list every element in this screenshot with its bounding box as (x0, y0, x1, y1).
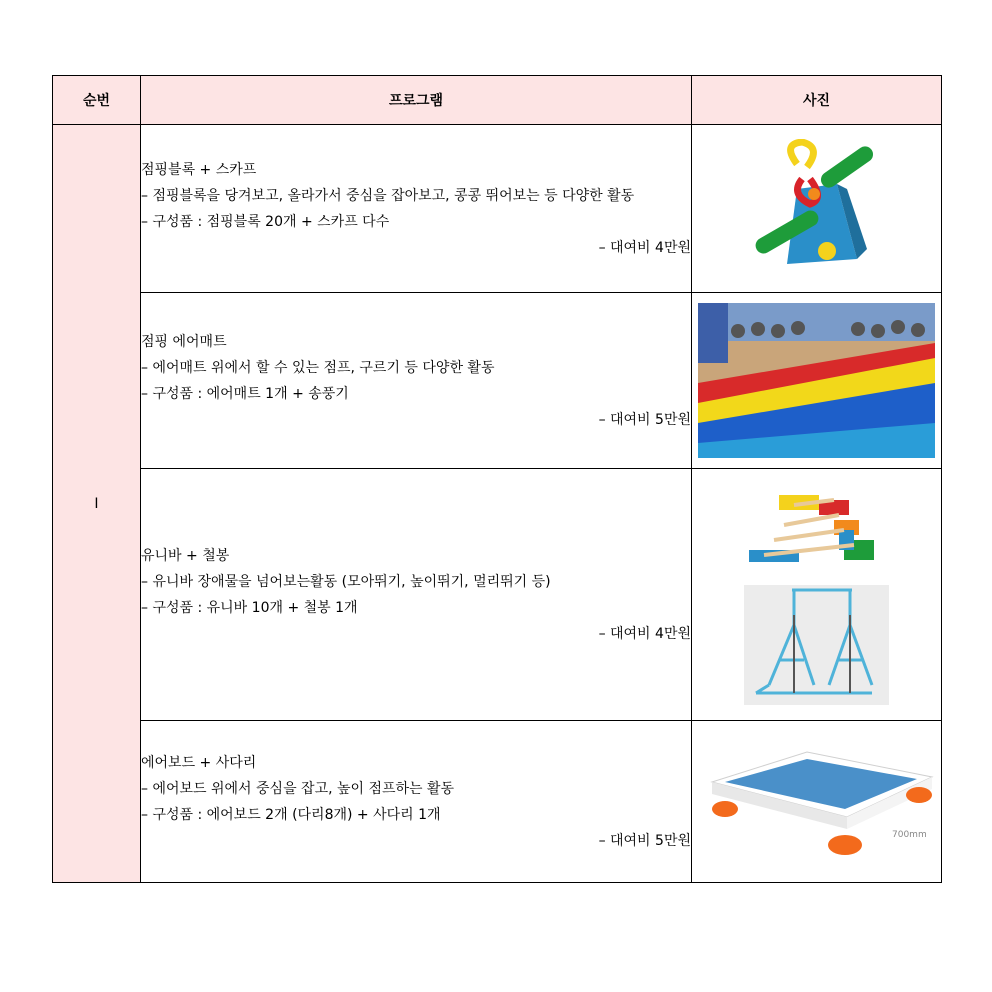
program-desc: – 에어매트 위에서 할 수 있는 점프, 구르기 등 다양한 활동 (141, 359, 495, 376)
program-price: – 대여비 5만원 (598, 411, 691, 428)
iron-bar-photo (744, 585, 889, 705)
header-order: 순번 (53, 76, 141, 125)
program-price: – 대여비 5만원 (598, 832, 691, 849)
table-row (53, 721, 942, 883)
program-items: – 구성품 : 점핑블록 20개 + 스카프 다수 (141, 213, 390, 230)
jumping-block-photo (742, 139, 892, 279)
program-cell (141, 293, 692, 469)
header-program: 프로그램 (141, 76, 692, 125)
program-items: – 구성품 : 유니바 10개 + 철봉 1개 (141, 599, 358, 616)
program-desc: – 유니바 장애물을 넘어보는활동 (모아뛰기, 높이뛰기, 멀리뛰기 등) (141, 573, 551, 590)
photo-cell (692, 125, 942, 293)
program-title: 에어보드 + 사다리 (141, 754, 257, 771)
table-row (53, 125, 942, 293)
program-items: – 구성품 : 에어보드 2개 (다리8개) + 사다리 1개 (141, 806, 441, 823)
program-price: – 대여비 4만원 (598, 239, 691, 256)
air-mat-photo (698, 303, 935, 458)
table-row (53, 293, 942, 469)
header-photo: 사진 (692, 76, 942, 125)
airboard-photo (697, 737, 937, 867)
photo-cell (692, 293, 942, 469)
program-desc: – 점핑블록을 당겨보고, 올라가서 중심을 잡아보고, 콩콩 뛰어보는 등 다양한 활동 (141, 187, 635, 204)
program-cell (141, 469, 692, 721)
table-row (53, 469, 942, 721)
program-table (52, 75, 942, 883)
program-cell (141, 721, 692, 883)
header-row (53, 76, 942, 125)
photo-cell (692, 721, 942, 883)
program-title: 점핑블록 + 스카프 (141, 161, 257, 178)
program-items: – 구성품 : 에어매트 1개 + 송풍기 (141, 385, 349, 402)
program-desc: – 에어보드 위에서 중심을 잡고, 높이 점프하는 활동 (141, 780, 455, 797)
order-number: I (53, 125, 141, 883)
program-title: 점핑 에어매트 (141, 333, 227, 350)
program-cell (141, 125, 692, 293)
program-title: 유니바 + 철봉 (141, 547, 230, 564)
program-price: – 대여비 4만원 (598, 625, 691, 642)
photo-cell (692, 469, 942, 721)
unibar-photo (744, 485, 889, 575)
airboard-size-label: 700mm (891, 829, 927, 840)
